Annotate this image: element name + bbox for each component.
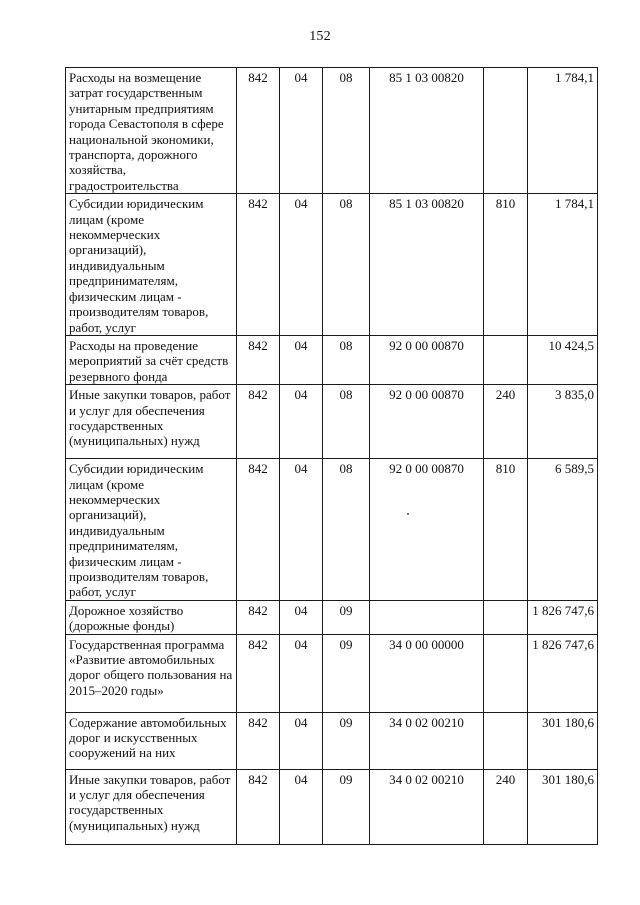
expense-name: Расходы на проведение мероприятий за счёт средств резервного фонда [66,335,237,384]
ministry-code: 842 [237,769,280,844]
page-number: 152 [309,29,331,44]
table-row [66,600,598,634]
amount: 1 784,1 [528,194,598,336]
ministry-code: 842 [237,68,280,194]
section-code: 04 [280,600,323,634]
target-article-code: 92 0 00 00870 [370,385,484,459]
amount: 1 826 747,6 [528,634,598,712]
expense-name: Иные закупки товаров, работ и услуг для обеспечения государственных (муниципальных) нужд [66,385,237,459]
ministry-code: 842 [237,600,280,634]
ministry-code: 842 [237,459,280,601]
subsection-code: 09 [323,634,370,712]
amount: 1 826 747,6 [528,600,598,634]
amount: 6 589,5 [528,459,598,601]
ministry-code: 842 [237,335,280,384]
table-row [66,769,598,844]
subsection-code: 08 [323,385,370,459]
ministry-code: 842 [237,194,280,336]
target-article-code: 34 0 02 00210 [370,712,484,769]
target-article-code: 34 0 00 00000 [370,634,484,712]
expense-type-code [484,712,528,769]
subsection-code: 08 [323,335,370,384]
budget-table [65,67,598,845]
expense-type-code: 810 [484,459,528,601]
ministry-code: 842 [237,385,280,459]
section-code: 04 [280,335,323,384]
table-row [66,194,598,336]
section-code: 04 [280,769,323,844]
expense-name: Дорожное хозяйство (дорожные фонды) [66,600,237,634]
expense-type-code: 240 [484,769,528,844]
expense-type-code [484,600,528,634]
table-row [66,459,598,601]
section-code: 04 [280,459,323,601]
subsection-code: 08 [323,68,370,194]
expense-type-code: 810 [484,194,528,336]
subsection-code: 09 [323,600,370,634]
section-code: 04 [280,68,323,194]
table-row [66,385,598,459]
table-row [66,634,598,712]
subsection-code: 09 [323,712,370,769]
subsection-code: 09 [323,769,370,844]
amount: 1 784,1 [528,68,598,194]
amount: 301 180,6 [528,712,598,769]
expense-name: Государственная программа «Развитие автомобильных дорог общего пользования на 2015–2020 годы» [66,634,237,712]
target-article-code: 92 0 00 00870 [370,335,484,384]
expense-name: Иные закупки товаров, работ и услуг для обеспечения государственных (муниципальных) нужд [66,769,237,844]
subsection-code: 08 [323,459,370,601]
target-article-code [370,600,484,634]
expense-name: Содержание автомобильных дорог и искусственных сооружений на них [66,712,237,769]
section-code: 04 [280,634,323,712]
amount: 3 835,0 [528,385,598,459]
subsection-code: 08 [323,194,370,336]
amount: 301 180,6 [528,769,598,844]
expense-type-code [484,68,528,194]
table-row [66,68,598,194]
ministry-code: 842 [237,634,280,712]
section-code: 04 [280,385,323,459]
table-row [66,335,598,384]
table-row [66,712,598,769]
ministry-code: 842 [237,712,280,769]
expense-type-code [484,335,528,384]
expense-name: Расходы на возмещение затрат государственным унитарным предприятиям города Севастополя в сфере национальной экономики, транспорта, дорожного хозяйства, градостроительства [66,68,237,194]
scan-speck [407,513,409,515]
target-article-code: 92 0 00 00870 [370,459,484,601]
section-code: 04 [280,712,323,769]
target-article-code: 34 0 02 00210 [370,769,484,844]
expense-name: Субсидии юридическим лицам (кроме некоммерческих организаций), индивидуальным предпринимателям, физическим лицам - производителям товаров, работ, услуг [66,459,237,601]
section-code: 04 [280,194,323,336]
expense-name: Субсидии юридическим лицам (кроме некоммерческих организаций), индивидуальным предпринимателям, физическим лицам - производителям товаров, работ, услуг [66,194,237,336]
target-article-code: 85 1 03 00820 [370,194,484,336]
amount: 10 424,5 [528,335,598,384]
expense-type-code: 240 [484,385,528,459]
expense-type-code [484,634,528,712]
target-article-code: 85 1 03 00820 [370,68,484,194]
